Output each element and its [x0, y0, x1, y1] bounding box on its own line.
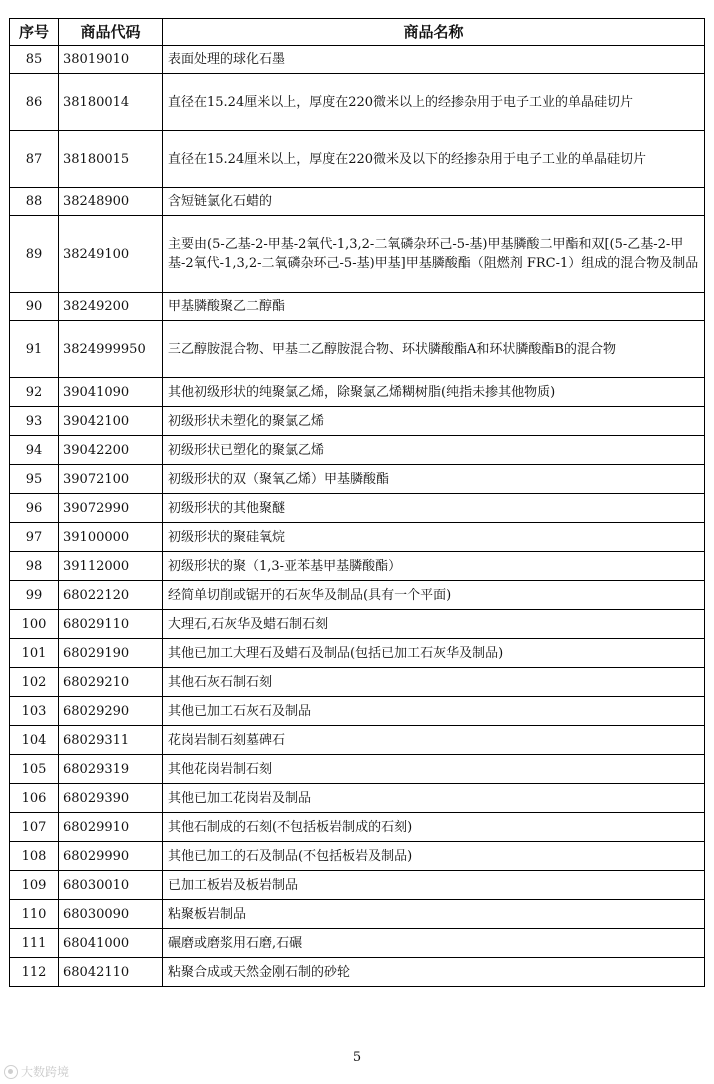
row-code: 38248900	[59, 188, 163, 216]
row-name: 初级形状的其他聚醚	[163, 494, 705, 523]
row-code: 39072990	[59, 494, 163, 523]
row-name: 含短链氯化石蜡的	[163, 188, 705, 216]
row-code: 39042100	[59, 407, 163, 436]
table-row	[10, 293, 705, 321]
row-code: 38180014	[59, 74, 163, 131]
row-code: 68029990	[59, 842, 163, 871]
row-name: 其他已加工的石及制品(不包括板岩及制品)	[163, 842, 705, 871]
row-index: 104	[10, 726, 59, 755]
row-name: 初级形状的双（聚氧乙烯）甲基膦酸酯	[163, 465, 705, 494]
row-name: 三乙醇胺混合物、甲基二乙醇胺混合物、环状膦酸酯A和环状膦酸酯B的混合物	[163, 321, 705, 378]
row-index: 99	[10, 581, 59, 610]
row-name: 其他已加工石灰石及制品	[163, 697, 705, 726]
row-index: 110	[10, 900, 59, 929]
row-index: 91	[10, 321, 59, 378]
header-code: 商品代码	[59, 19, 163, 46]
row-code: 38019010	[59, 46, 163, 74]
row-name: 其他已加工大理石及蜡石及制品(包括已加工石灰华及制品)	[163, 639, 705, 668]
table-body	[10, 46, 705, 987]
row-index: 107	[10, 813, 59, 842]
watermark-logo-icon	[4, 1065, 18, 1079]
row-code: 68022120	[59, 581, 163, 610]
row-index: 109	[10, 871, 59, 900]
row-index: 92	[10, 378, 59, 407]
table-row	[10, 610, 705, 639]
row-code: 38249200	[59, 293, 163, 321]
row-name: 其他石灰石制石刻	[163, 668, 705, 697]
table-row	[10, 436, 705, 465]
row-name: 碾磨或磨浆用石磨,石碾	[163, 929, 705, 958]
table-row	[10, 929, 705, 958]
row-index: 86	[10, 74, 59, 131]
row-index: 101	[10, 639, 59, 668]
row-name: 主要由(5-乙基-2-甲基-2氧代-1,3,2-二氧磷杂环己-5-基)甲基膦酸二甲酯和双[(5-乙基-2-甲基-2氧代-1,3,2-二氧磷杂环己-5-基)甲基]甲基膦酸酯（阻燃剂 FRC-1）组成的混合物及制品	[163, 216, 705, 293]
row-name: 甲基膦酸聚乙二醇酯	[163, 293, 705, 321]
table-row	[10, 871, 705, 900]
table-row	[10, 552, 705, 581]
header-name: 商品名称	[163, 19, 705, 46]
row-name: 粘聚合成或天然金刚石制的砂轮	[163, 958, 705, 987]
row-code: 39100000	[59, 523, 163, 552]
row-code: 68041000	[59, 929, 163, 958]
row-name: 直径在15.24厘米以上，厚度在220微米及以下的经掺杂用于电子工业的单晶硅切片	[163, 131, 705, 188]
table-row	[10, 755, 705, 784]
row-index: 95	[10, 465, 59, 494]
row-code: 39072100	[59, 465, 163, 494]
table-row	[10, 581, 705, 610]
table-row	[10, 813, 705, 842]
table-row	[10, 639, 705, 668]
row-name: 其他初级形状的纯聚氯乙烯，除聚氯乙烯糊树脂(纯指未掺其他物质)	[163, 378, 705, 407]
row-code: 68029110	[59, 610, 163, 639]
row-code: 68029311	[59, 726, 163, 755]
row-index: 102	[10, 668, 59, 697]
row-code: 68030010	[59, 871, 163, 900]
row-index: 98	[10, 552, 59, 581]
row-name: 其他石制成的石刻(不包括板岩制成的石刻)	[163, 813, 705, 842]
table-row	[10, 216, 705, 293]
table-row	[10, 74, 705, 131]
row-index: 93	[10, 407, 59, 436]
row-code: 39041090	[59, 378, 163, 407]
watermark	[4, 1063, 69, 1080]
table-row	[10, 523, 705, 552]
row-index: 90	[10, 293, 59, 321]
row-code: 39042200	[59, 436, 163, 465]
row-index: 100	[10, 610, 59, 639]
row-index: 87	[10, 131, 59, 188]
table-row	[10, 697, 705, 726]
row-name: 初级形状已塑化的聚氯乙烯	[163, 436, 705, 465]
table-row	[10, 784, 705, 813]
table-row	[10, 958, 705, 987]
row-name: 初级形状的聚硅氧烷	[163, 523, 705, 552]
row-code: 68029319	[59, 755, 163, 784]
row-name: 表面处理的球化石墨	[163, 46, 705, 74]
row-code: 38249100	[59, 216, 163, 293]
row-code: 68042110	[59, 958, 163, 987]
table-header-row	[10, 19, 705, 46]
row-name: 其他花岗岩制石刻	[163, 755, 705, 784]
table-row	[10, 465, 705, 494]
row-code: 68029190	[59, 639, 163, 668]
table-row	[10, 407, 705, 436]
row-index: 94	[10, 436, 59, 465]
row-name: 初级形状未塑化的聚氯乙烯	[163, 407, 705, 436]
row-index: 85	[10, 46, 59, 74]
row-index: 97	[10, 523, 59, 552]
table-row	[10, 900, 705, 929]
table-row	[10, 131, 705, 188]
table-row	[10, 842, 705, 871]
table-row	[10, 188, 705, 216]
row-index: 111	[10, 929, 59, 958]
row-code: 68029290	[59, 697, 163, 726]
table-row	[10, 378, 705, 407]
page-number: 5	[352, 1050, 362, 1065]
row-code: 68029210	[59, 668, 163, 697]
row-code: 39112000	[59, 552, 163, 581]
row-code: 68029910	[59, 813, 163, 842]
watermark-text: 大数跨境	[21, 1065, 70, 1079]
row-index: 106	[10, 784, 59, 813]
table-row	[10, 494, 705, 523]
row-code: 38180015	[59, 131, 163, 188]
row-code: 68030090	[59, 900, 163, 929]
row-index: 105	[10, 755, 59, 784]
row-name: 粘聚板岩制品	[163, 900, 705, 929]
row-name: 大理石,石灰华及蜡石制石刻	[163, 610, 705, 639]
row-code: 3824999950	[59, 321, 163, 378]
table-row	[10, 726, 705, 755]
row-index: 103	[10, 697, 59, 726]
row-code: 68029390	[59, 784, 163, 813]
table-row	[10, 668, 705, 697]
row-index: 112	[10, 958, 59, 987]
goods-table	[9, 18, 705, 987]
table-row	[10, 321, 705, 378]
row-index: 89	[10, 216, 59, 293]
row-index: 88	[10, 188, 59, 216]
header-index: 序号	[10, 19, 59, 46]
row-name: 其他已加工花岗岩及制品	[163, 784, 705, 813]
table-row	[10, 46, 705, 74]
row-name: 花岗岩制石刻墓碑石	[163, 726, 705, 755]
row-name: 直径在15.24厘米以上，厚度在220微米以上的经掺杂用于电子工业的单晶硅切片	[163, 74, 705, 131]
row-name: 经简单切削或锯开的石灰华及制品(具有一个平面)	[163, 581, 705, 610]
row-name: 初级形状的聚（1,3-亚苯基甲基膦酸酯）	[163, 552, 705, 581]
row-name: 已加工板岩及板岩制品	[163, 871, 705, 900]
row-index: 96	[10, 494, 59, 523]
row-index: 108	[10, 842, 59, 871]
